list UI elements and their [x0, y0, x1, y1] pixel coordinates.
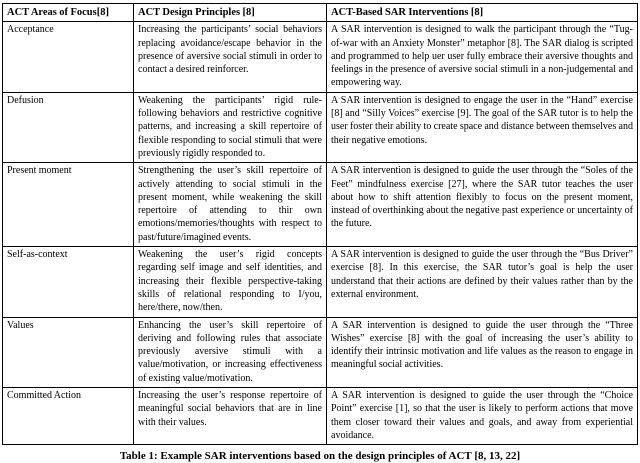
column-header-design-principles: ACT Design Principles [8] — [134, 4, 327, 22]
column-header-sar-interventions: ACT-Based SAR Interventions [8] — [327, 4, 638, 22]
intervention-cell: A SAR intervention is designed to guide the user through the “Bus Driver” exercise [8]. In this exercise, the SAR tutor’s goal is help the user understand that their actions are defined by their values rather than by the external environment. — [327, 247, 638, 317]
area-cell: Committed Action — [3, 388, 134, 445]
area-cell: Acceptance — [3, 22, 134, 92]
principle-cell: Increasing the user’s response repertoire of meaningful social behaviors that are in line with their values. — [134, 388, 327, 445]
area-cell: Values — [3, 317, 134, 387]
area-cell: Self-as-context — [3, 247, 134, 317]
table-row — [3, 92, 638, 162]
area-cell: Present moment — [3, 163, 134, 247]
intervention-cell: A SAR intervention is designed to guide the user through the “Soles of the Feet” mindfulness exercise [27], where the SAR tutor teaches the user about how to shift attention flexibly to focus on the present moment, instead of overthinking about the negative past experience or uncertainty of the future. — [327, 163, 638, 247]
intervention-cell: A SAR intervention is designed to engage the user in the “Hand” exercise [8] and “Silly Voices” exercise [9]. The goal of the SAR tutor is to help the user foster their ability to create space and distance between themselves and their negative emotions. — [327, 92, 638, 162]
table-body — [3, 22, 638, 445]
table-row — [3, 22, 638, 92]
table-row — [3, 317, 638, 387]
intervention-cell: A SAR intervention is designed to guide the user through the “Choice Point” exercise [1], so that the user is likely to perform actions that move them closer toward their values and goals, and away from experiential avoidance. — [327, 388, 638, 445]
table-row — [3, 388, 638, 445]
intervention-cell: A SAR intervention is designed to guide the user through the “Three Wishes” exercise [8] with the goal of increasing the user’s ability to identify their intrinsic motivation and life values as the reason to engage in meaningful social activities. — [327, 317, 638, 387]
area-cell: Defusion — [3, 92, 134, 162]
table-caption: Table 1: Example SAR interventions based on the design principles of ACT [8, 13, 22] — [119, 450, 521, 463]
table-row — [3, 163, 638, 247]
principle-cell: Weakening the participants’ rigid rule-following behaviors and restrictive cognitive patterns, and increasing a skill repertoire of flexible responding to social stimuli that were previously rigidly responded to. — [134, 92, 327, 162]
principle-cell: Weakening the user’s rigid concepts regarding self image and self identities, and increasing their flexible perspective-taking skills of relational responding to I/you, here/there, now/then. — [134, 247, 327, 317]
intervention-cell: A SAR intervention is designed to walk the participant through the “Tug-of-war with an Anxiety Monster” metaphor [8]. The SAR dialog is scripted and programmed to help uer user fully embrace their aversive thoughts and feelings in the presence of aversive social stimuli in a non-judgemental and empowering way. — [327, 22, 638, 92]
principle-cell: Enhancing the user’s skill repertoire of deriving and following rules that associate previously aversive stimuli with a value/motivation, or increasing effectiveness of existing value/motivation. — [134, 317, 327, 387]
act-sar-table — [2, 3, 638, 445]
column-header-act-areas: ACT Areas of Focus[8] — [3, 4, 134, 22]
principle-cell: Strengthening the user’s skill repertoire of actively attending to social stimuli in the present moment, while weakening the skill repertoire of attending to thir own emotions/memories/thoughts with respect to past/future/imagined events. — [134, 163, 327, 247]
table-header-row — [3, 4, 638, 22]
table-row — [3, 247, 638, 317]
principle-cell: Increasing the participants’ social behaviors replacing avoidance/escape behavior in the presence of aversive social stimuli in order to contact a desired reinforcer. — [134, 22, 327, 92]
